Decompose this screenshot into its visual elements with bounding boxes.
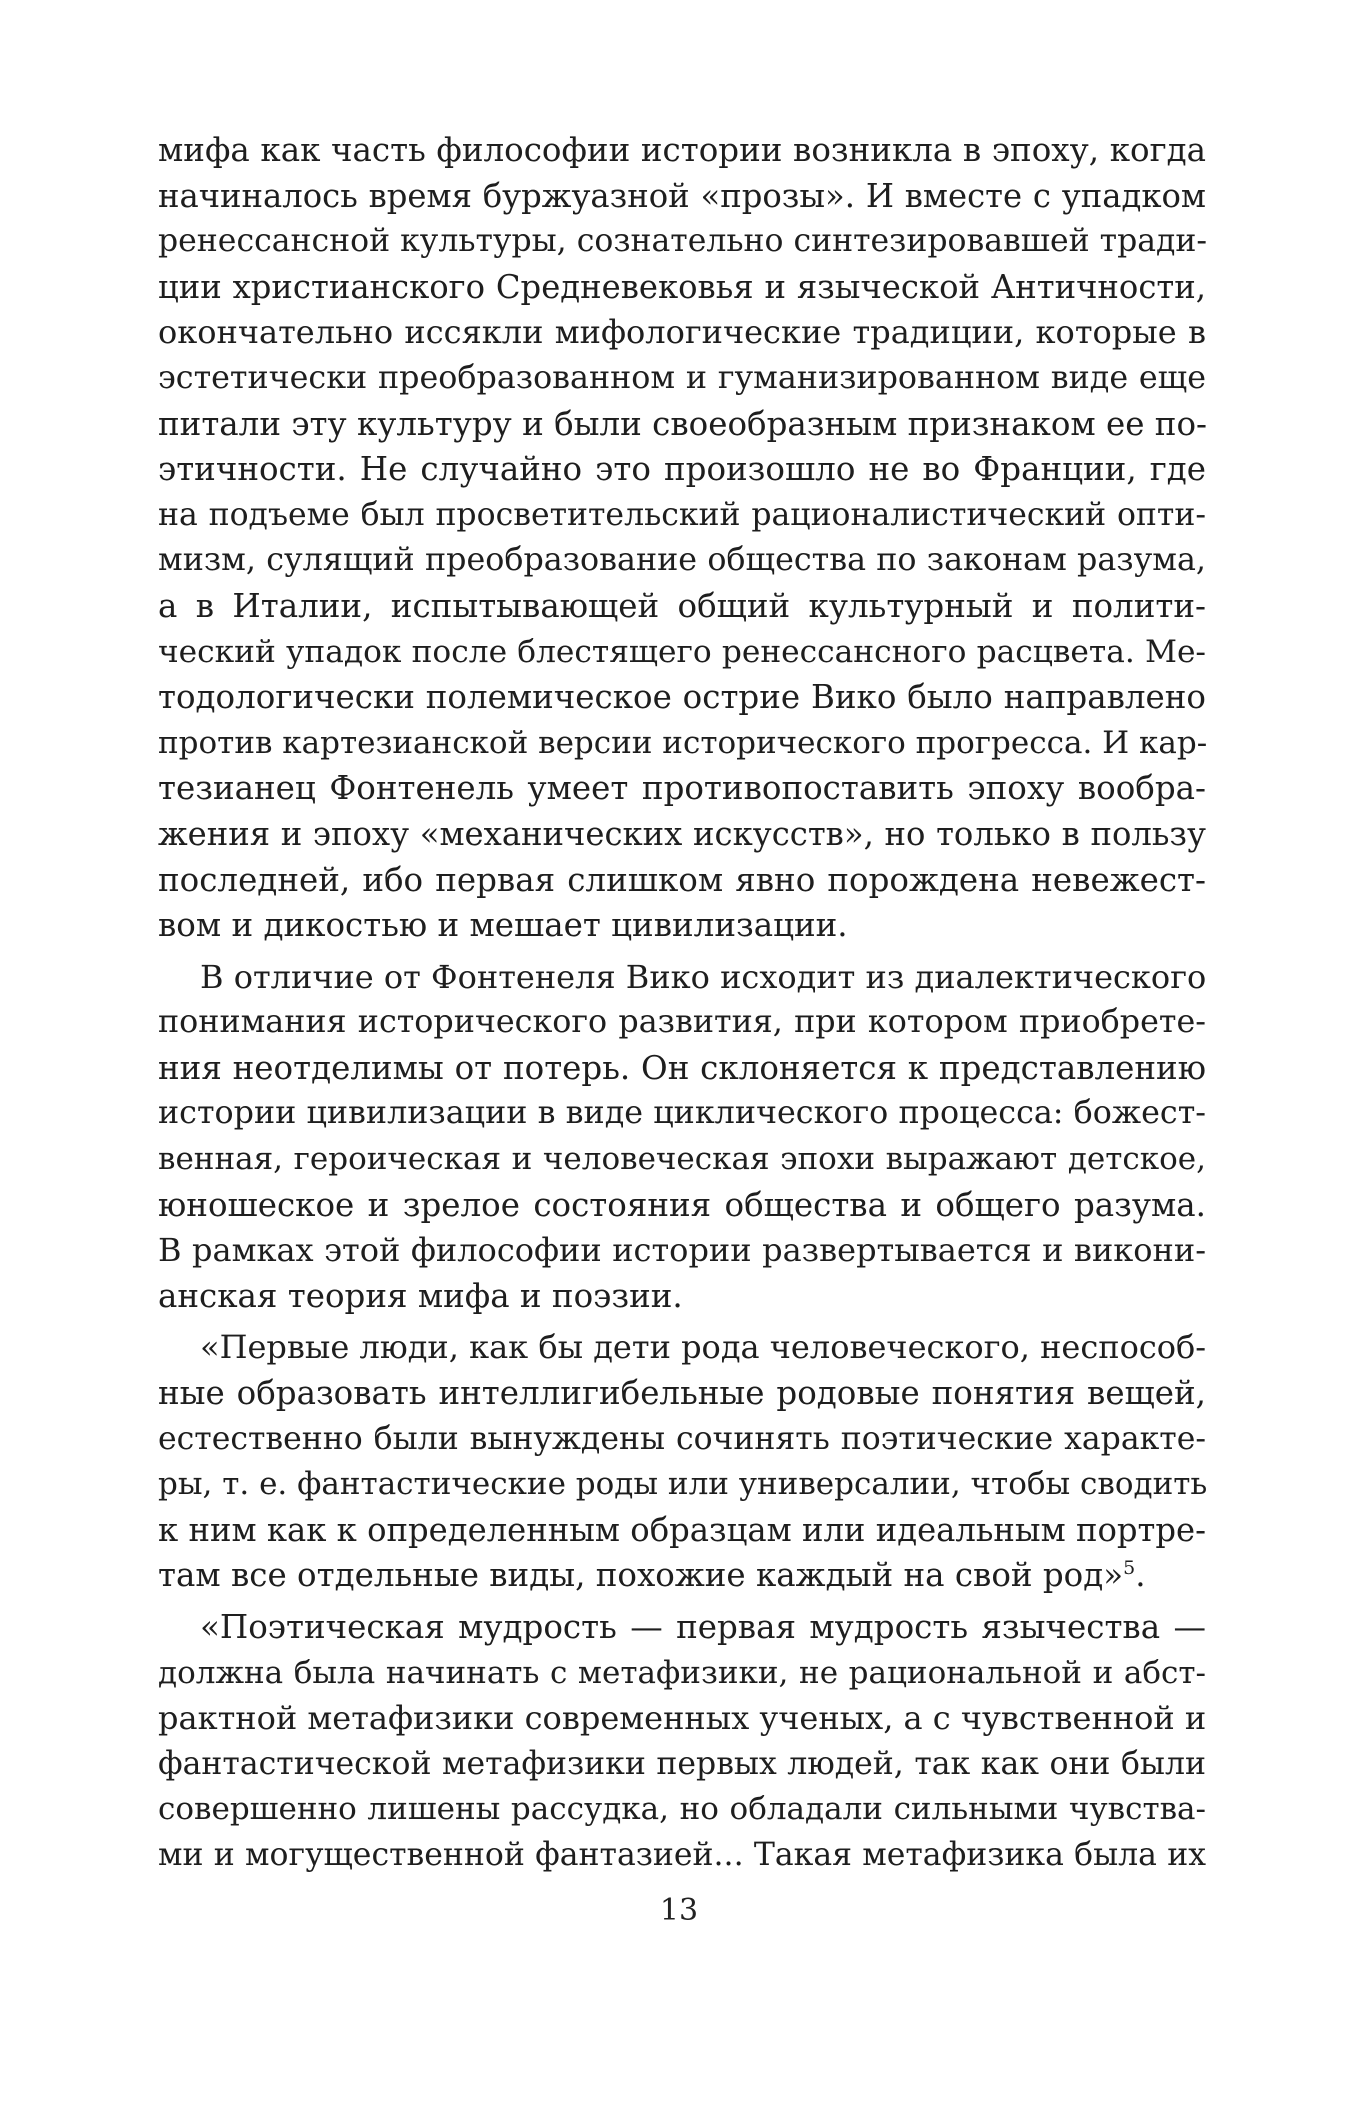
- line-text: анская теория мифа и поэзии.: [158, 1276, 683, 1315]
- text-line: [158, 1228, 1206, 1274]
- text-line: [158, 1046, 1206, 1092]
- text-line: [158, 1508, 1206, 1554]
- text-line: [158, 493, 1206, 539]
- line-text: В отличие от Фонтенеля Вико исходит из диалектического: [200, 957, 1207, 996]
- line-text: венная, героическая и человеческая эпохи выражают детское,: [158, 1141, 1206, 1178]
- line-text: должна была начинать с метафизики, не рациональной и абст-: [158, 1654, 1206, 1691]
- text-line: [158, 356, 1206, 402]
- footnote-marker: 5: [1123, 1557, 1136, 1580]
- line-text: начиналось время буржуазной «прозы». И вместе с упадком: [158, 176, 1206, 215]
- line-text: к ним как к определенным образцам или идеальным портре-: [158, 1510, 1206, 1549]
- line-text: эстетически преобразованном и гуманизированном виде еще: [158, 359, 1206, 396]
- text-line: [158, 1417, 1206, 1463]
- paragraph: [158, 1325, 1206, 1599]
- line-text: истории цивилизации в виде циклического процесса: божест-: [158, 1095, 1206, 1132]
- text-line: [158, 265, 1206, 311]
- line-text: ции христианского Средневековья и языческой Античности,: [158, 267, 1206, 306]
- line-text: мифа как часть философии истории возникла в эпоху, когда: [158, 131, 1206, 169]
- text-line: [158, 1742, 1206, 1788]
- line-text: ренессансной культуры, сознательно синтезировавшей тради-: [158, 223, 1208, 260]
- text-line: [158, 1553, 1206, 1599]
- text-line: [158, 219, 1206, 265]
- body-text: [158, 128, 1206, 1879]
- text-line: [158, 675, 1206, 721]
- text-line: [158, 1183, 1206, 1229]
- line-text: а в Италии, испытывающей общий культурный и полити-: [158, 586, 1206, 625]
- line-text: ческий упадок после блестящего ренессансного расцвета. Ме-: [158, 633, 1206, 670]
- text-line: [158, 1605, 1206, 1651]
- line-text: жения и эпоху «механических искусств», но только в пользу: [158, 814, 1206, 853]
- line-text: против картезианской версии исторического прогресса. И кар-: [158, 724, 1208, 761]
- text-line: [158, 1000, 1206, 1046]
- line-text: фантастической метафизики первых людей, так как они были: [158, 1745, 1206, 1782]
- text-line: [158, 128, 1206, 174]
- line-text: юношеское и зрелое состояния общества и общего разума.: [158, 1185, 1206, 1224]
- text-line: [158, 1696, 1206, 1742]
- line-text: питали эту культуру и были своеобразным признаком ее по-: [158, 404, 1208, 443]
- line-text: «Первые люди, как бы дети рода человеческого, неспособ-: [200, 1328, 1207, 1367]
- line-text: вом и дикостью и мешает цивилизации.: [158, 906, 848, 945]
- line-text: тезианец Фонтенель умеет противопоставить эпоху вообра-: [158, 769, 1206, 808]
- text-line: [158, 1091, 1206, 1137]
- text-line: [158, 584, 1206, 630]
- text-line: [158, 310, 1206, 356]
- line-text: рактной метафизики современных ученых, а с чувственной и: [158, 1699, 1207, 1738]
- text-line: [158, 630, 1206, 676]
- line-text: там все отдельные виды, похожие каждый на свой род»: [158, 1556, 1124, 1595]
- paragraph: [158, 1605, 1206, 1879]
- line-text: тодологически полемическое острие Вико было направлено: [158, 678, 1206, 717]
- text-line: [158, 858, 1206, 904]
- line-text: ми и могущественной фантазией... Такая метафизика была их: [158, 1836, 1206, 1873]
- text-line: [158, 538, 1206, 584]
- footnote-tail: .: [1135, 1556, 1146, 1595]
- text-line: [158, 955, 1206, 1001]
- text-line: [158, 1371, 1206, 1417]
- line-text: В рамках этой философии истории развертывается и викони-: [158, 1231, 1206, 1270]
- line-text: совершенно лишены рассудка, но обладали сильными чувства-: [158, 1791, 1206, 1828]
- line-text: мизм, сулящий преобразование общества по законам разума,: [158, 542, 1206, 579]
- line-text: окончательно иссякли мифологические традиции, которые в: [158, 313, 1206, 352]
- line-text: ния неотделимы от потерь. Он склоняется к представлению: [158, 1048, 1206, 1087]
- text-line: [158, 903, 1206, 949]
- text-line: [158, 1651, 1206, 1697]
- line-text: ные образовать интеллигибельные родовые понятия вещей,: [158, 1374, 1206, 1413]
- text-line: [158, 174, 1206, 220]
- line-text: ры, т. е. фантастические роды или универсалии, чтобы сводить: [158, 1466, 1208, 1503]
- text-line: [158, 1274, 1206, 1320]
- text-line: [158, 447, 1206, 493]
- text-line: [158, 1137, 1206, 1183]
- line-text: последней, ибо первая слишком явно порождена невежест-: [158, 860, 1206, 899]
- text-line: [158, 812, 1206, 858]
- line-text: этичности. Не случайно это произошло не во Франции, где: [158, 450, 1206, 489]
- line-text: понимания исторического развития, при котором приобрете-: [158, 1004, 1206, 1041]
- text-line: [158, 1462, 1206, 1508]
- text-line: [158, 766, 1206, 812]
- text-line: [158, 1325, 1206, 1371]
- paragraph: [158, 955, 1206, 1320]
- text-line: [158, 402, 1206, 448]
- text-line: [158, 1787, 1206, 1833]
- text-line: [158, 721, 1206, 767]
- line-text: на подъеме был просветительский рационалистический опти-: [158, 496, 1206, 533]
- line-text: естественно были вынуждены сочинять поэтические характе-: [158, 1420, 1206, 1457]
- page-number: 13: [659, 1893, 699, 1928]
- text-line: [158, 1833, 1206, 1879]
- line-text: «Поэтическая мудрость — первая мудрость язычества —: [200, 1608, 1206, 1646]
- paragraph: [158, 128, 1206, 949]
